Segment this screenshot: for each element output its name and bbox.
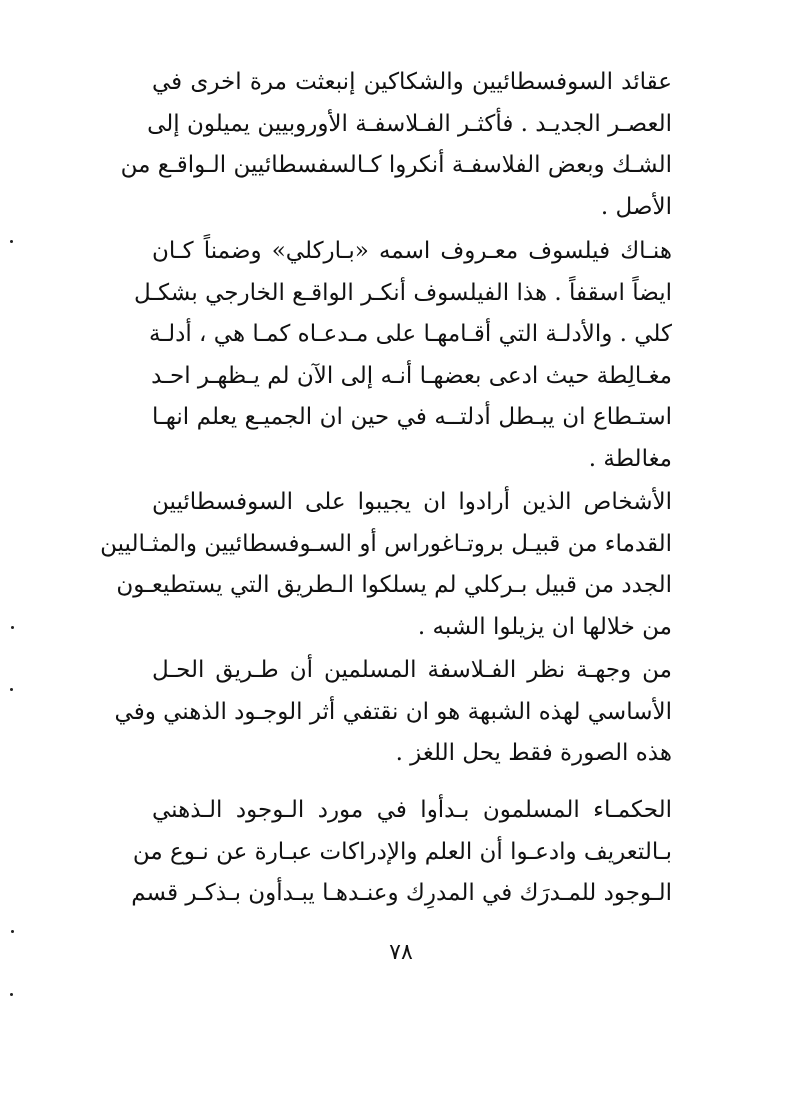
text-line: من وجهـة نظر الفـلاسفة المسلمين أن طـريق الحـل [152,657,672,683]
paragraph-1 [120,62,672,228]
page-number: ٧٨ [389,940,413,965]
scan-speck [11,930,14,933]
text-line: الحكمـاء المسلمون بـدأوا في مورد الـوجود الـذهني [152,797,672,823]
scan-speck [10,993,13,996]
paragraph-5 [131,790,672,915]
paragraph-4 [114,650,672,775]
text-line: الأشخاص الذين أرادوا ان يجيبوا على السوفسطائيين [152,489,672,515]
text-line: الشـك وبعض الفلاسفـة أنكروا كـالسفسطائيين الـواقـع من [120,152,672,178]
text-line: الأساسي لهذه الشبهة هو ان نقتفي أثر الوجـود الذهني وفي [114,698,672,725]
scan-speck [10,688,13,691]
text-line: القدماء من قبيـل بروتـاغوراس أو السـوفسطائيين والمثـاليين [100,530,672,557]
text-line: الجدد من قبيل بـركلي لم يسلكوا الـطريق التي يستطيعـون [116,572,672,598]
text-line: هنـاك فيلسوف معـروف اسمه «بـاركلي» وضمناً كـان [152,238,672,264]
text-line: عقائد السوفسطائيين والشكاكين إنبعثت مرة اخرى في [152,69,672,95]
text-line: الـوجود للمـدرَك في المدرِك وعنـدهـا يبـدأون بـذكـر قسم [131,880,672,906]
scan-speck [11,626,14,629]
text-line: مغالطة . [588,445,672,472]
text-line: هذه الصورة فقط يحل اللغز . [395,740,672,766]
text-line: استـطاع ان يبـطل أدلتــه في حين ان الجميـع يعلم انهـا [152,404,672,430]
text-line: مغـالِطة حيث ادعى بعضهـا أنـه إلى الآن لم يـظهـر احـد [151,362,672,389]
paragraph-2 [134,231,672,480]
scan-speck [10,240,13,243]
text-line: بـالتعريف وادعـوا أن العلم والإدراكات عبـارة عن نـوع من [132,838,672,865]
text-line: كلي . والأدلـة التي أقـامهـا على مـدعـاه كمـا هي ، أدلـة [149,321,672,347]
text-line: ايضاً اسقفاً . هذا الفيلسوف أنكـر الواقـع الخارجي بشكـل [134,279,672,306]
paragraph-3 [100,482,672,648]
text-line: الأصل . [600,193,672,220]
text-line: العصـر الجديـد . فأكثـر الفـلاسفـة الأوروبيين يميلون إلى [147,110,672,137]
text-line: من خلالها ان يزيلوا الشبه . [417,613,672,640]
